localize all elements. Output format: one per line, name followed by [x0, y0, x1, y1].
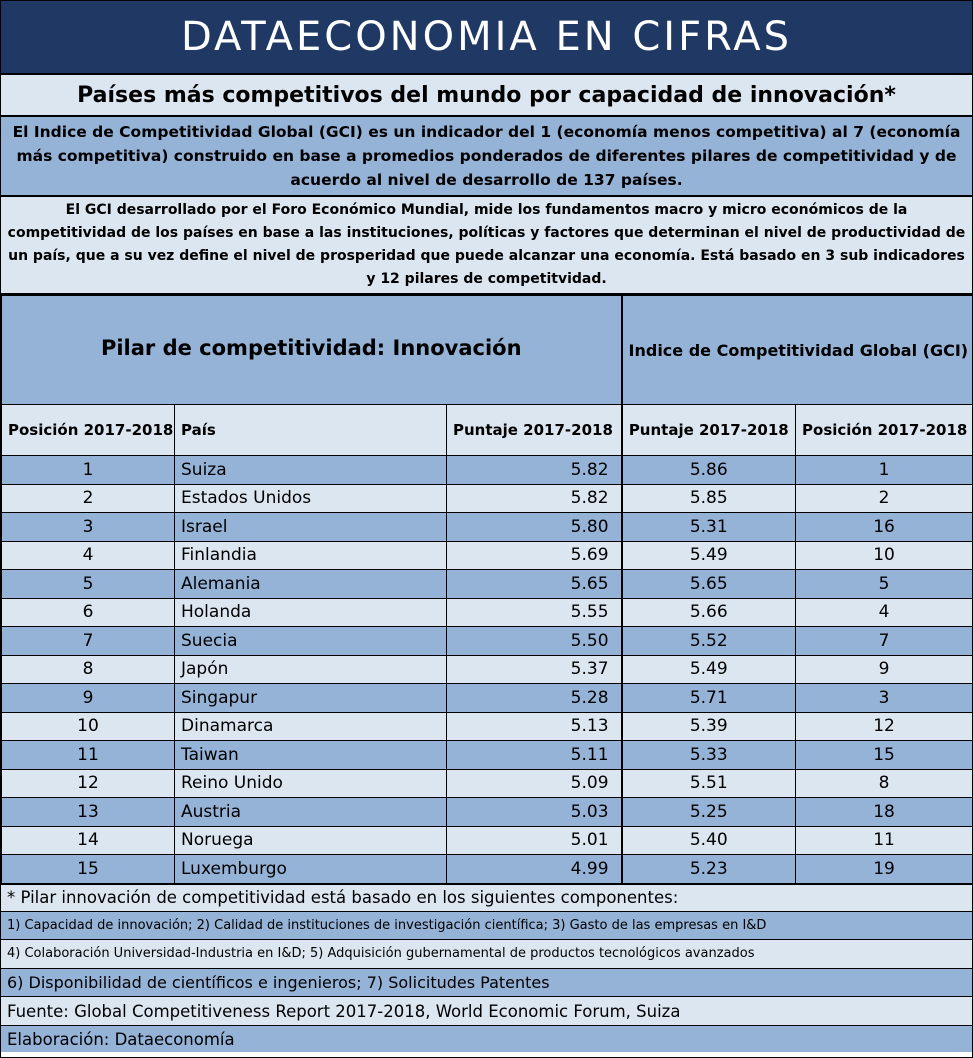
- column-header-gci-score: Puntaje 2017-2018: [622, 405, 796, 456]
- table-row: [2, 484, 973, 513]
- cell-innovation-score: 5.82: [447, 484, 622, 513]
- table-row: [2, 513, 973, 542]
- cell-innovation-score: 5.37: [447, 655, 622, 684]
- group-header-row: [2, 296, 973, 405]
- cell-gci-score: 5.25: [622, 798, 796, 827]
- cell-innovation-score: 5.01: [447, 826, 622, 855]
- cell-innovation-score: 5.82: [447, 456, 622, 485]
- group-header-innovation: Pilar de competitividad: Innovación: [2, 296, 622, 405]
- table-row: [2, 855, 973, 884]
- cell-position: 11: [2, 741, 175, 770]
- cell-position: 10: [2, 712, 175, 741]
- cell-country: Suecia: [175, 627, 447, 656]
- subtitle: Países más competitivos del mundo por capacidad de innovación*: [1, 75, 972, 117]
- cell-position: 14: [2, 826, 175, 855]
- table-row: [2, 655, 973, 684]
- cell-innovation-score: 5.55: [447, 598, 622, 627]
- cell-gci-position: 9: [796, 655, 973, 684]
- table-body: [2, 456, 973, 884]
- cell-gci-score: 5.39: [622, 712, 796, 741]
- cell-gci-score: 5.40: [622, 826, 796, 855]
- cell-gci-score: 5.49: [622, 655, 796, 684]
- cell-position: 15: [2, 855, 175, 884]
- cell-gci-score: 5.86: [622, 456, 796, 485]
- footnote-item-1: 1) Capacidad de innovación; 2) Calidad de instituciones de investigación científica; 3) Gasto de las empresas en I&D: [1, 911, 972, 940]
- cell-position: 3: [2, 513, 175, 542]
- cell-gci-score: 5.23: [622, 855, 796, 884]
- cell-gci-score: 5.51: [622, 769, 796, 798]
- table-row: [2, 627, 973, 656]
- cell-gci-score: 5.52: [622, 627, 796, 656]
- table-row: [2, 826, 973, 855]
- banner-title: DATAECONOMIA EN CIFRAS: [1, 1, 972, 75]
- cell-gci-position: 4: [796, 598, 973, 627]
- table-row: [2, 769, 973, 798]
- cell-gci-score: 5.65: [622, 570, 796, 599]
- table-row: [2, 456, 973, 485]
- cell-innovation-score: 4.99: [447, 855, 622, 884]
- cell-position: 12: [2, 769, 175, 798]
- cell-position: 9: [2, 684, 175, 713]
- cell-position: 13: [2, 798, 175, 827]
- column-header-position: Posición 2017-2018: [2, 405, 175, 456]
- cell-country: Alemania: [175, 570, 447, 599]
- cell-gci-position: 3: [796, 684, 973, 713]
- table-row: [2, 570, 973, 599]
- cell-gci-position: 19: [796, 855, 973, 884]
- cell-position: 1: [2, 456, 175, 485]
- description-gci: El Indice de Competitividad Global (GCI) es un indicador del 1 (economía menos competitiva) al 7 (economía más competitiva) construido en base a promedios ponderados de diferentes pilares de competitividad y de acuerdo al nivel de desarrollo de 137 países.: [1, 117, 972, 197]
- cell-position: 7: [2, 627, 175, 656]
- cell-gci-position: 8: [796, 769, 973, 798]
- footnote-item-2: 4) Colaboración Universidad-Industria en I&D; 5) Adquisición gubernamental de productos tecnológicos avanzados: [1, 939, 972, 968]
- cell-country: Japón: [175, 655, 447, 684]
- cell-country: Holanda: [175, 598, 447, 627]
- column-header-innovation-score: Puntaje 2017-2018: [447, 405, 622, 456]
- group-header-gci: Indice de Competitividad Global (GCI): [622, 296, 973, 405]
- cell-position: 4: [2, 541, 175, 570]
- cell-country: Finlandia: [175, 541, 447, 570]
- cell-position: 2: [2, 484, 175, 513]
- cell-country: Estados Unidos: [175, 484, 447, 513]
- cell-gci-score: 5.71: [622, 684, 796, 713]
- credit-note: Elaboración: Dataeconomía: [1, 1025, 972, 1052]
- table-row: [2, 541, 973, 570]
- cell-gci-position: 11: [796, 826, 973, 855]
- cell-position: 8: [2, 655, 175, 684]
- cell-innovation-score: 5.50: [447, 627, 622, 656]
- cell-country: Singapur: [175, 684, 447, 713]
- cell-country: Suiza: [175, 456, 447, 485]
- cell-gci-position: 15: [796, 741, 973, 770]
- cell-gci-position: 2: [796, 484, 973, 513]
- cell-gci-position: 10: [796, 541, 973, 570]
- table-row: [2, 598, 973, 627]
- table-row: [2, 798, 973, 827]
- footnote-components: * Pilar innovación de competitividad está basado en los siguientes componentes:: [1, 884, 972, 911]
- cell-gci-position: 16: [796, 513, 973, 542]
- cell-gci-score: 5.85: [622, 484, 796, 513]
- cell-position: 6: [2, 598, 175, 627]
- cell-gci-score: 5.31: [622, 513, 796, 542]
- table-row: [2, 684, 973, 713]
- cell-innovation-score: 5.80: [447, 513, 622, 542]
- table-row: [2, 712, 973, 741]
- cell-country: Austria: [175, 798, 447, 827]
- cell-innovation-score: 5.13: [447, 712, 622, 741]
- cell-country: Noruega: [175, 826, 447, 855]
- cell-gci-score: 5.33: [622, 741, 796, 770]
- ranking-table: [1, 295, 973, 884]
- cell-innovation-score: 5.03: [447, 798, 622, 827]
- cell-gci-position: 12: [796, 712, 973, 741]
- column-header-row: [2, 405, 973, 456]
- cell-innovation-score: 5.65: [447, 570, 622, 599]
- cell-innovation-score: 5.09: [447, 769, 622, 798]
- cell-country: Israel: [175, 513, 447, 542]
- cell-country: Taiwan: [175, 741, 447, 770]
- cell-gci-position: 7: [796, 627, 973, 656]
- column-header-gci-position: Posición 2017-2018: [796, 405, 973, 456]
- column-header-country: País: [175, 405, 447, 456]
- cell-gci-position: 1: [796, 456, 973, 485]
- cell-gci-position: 18: [796, 798, 973, 827]
- cell-innovation-score: 5.69: [447, 541, 622, 570]
- description-gci-details: El GCI desarrollado por el Foro Económico Mundial, mide los fundamentos macro y micro económicos de la competitividad de los países en base a las instituciones, políticas y factores que determinan el nivel de productividad de un país, que a su vez define el nivel de prosperidad que puede alcanzar una economía. Está basado en 3 sub indicadores y 12 pilares de competitvidad.: [1, 197, 972, 295]
- cell-innovation-score: 5.11: [447, 741, 622, 770]
- cell-country: Dinamarca: [175, 712, 447, 741]
- cell-position: 5: [2, 570, 175, 599]
- footnote-item-3: 6) Disponibilidad de científicos e ingenieros; 7) Solicitudes Patentes: [1, 968, 972, 997]
- cell-country: Luxemburgo: [175, 855, 447, 884]
- cell-gci-position: 5: [796, 570, 973, 599]
- cell-gci-score: 5.49: [622, 541, 796, 570]
- table-row: [2, 741, 973, 770]
- cell-country: Reino Unido: [175, 769, 447, 798]
- cell-gci-score: 5.66: [622, 598, 796, 627]
- cell-innovation-score: 5.28: [447, 684, 622, 713]
- source-note: Fuente: Global Competitiveness Report 2017-2018, World Economic Forum, Suiza: [1, 996, 972, 1025]
